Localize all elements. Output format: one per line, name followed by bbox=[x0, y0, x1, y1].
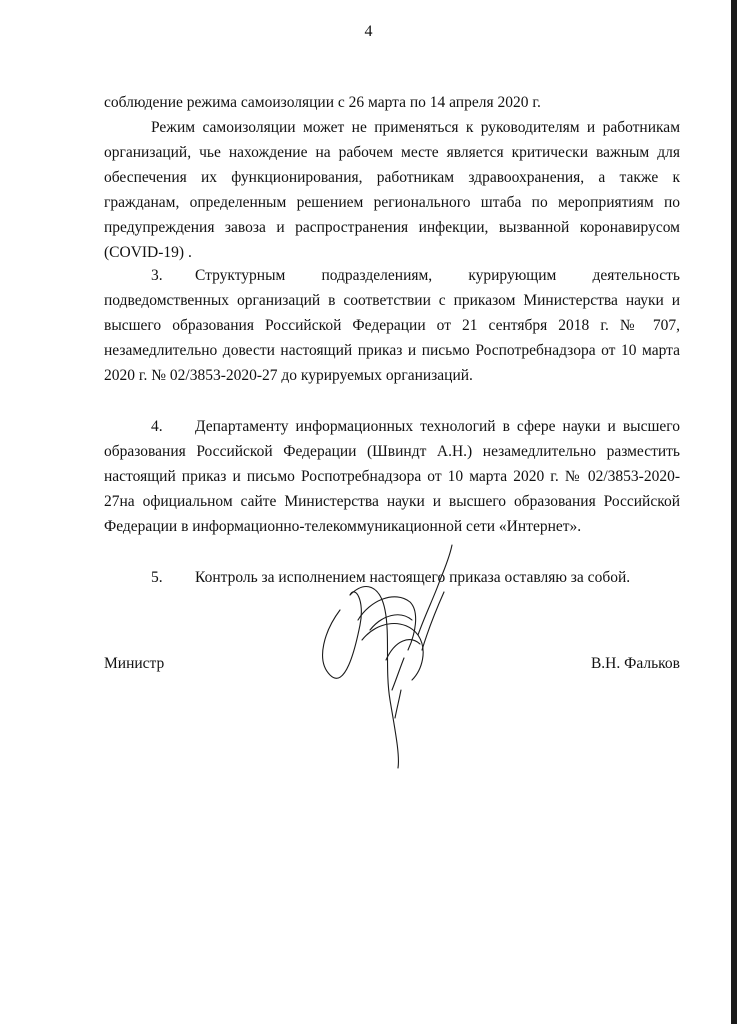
list-item-number: 3. bbox=[151, 267, 163, 284]
scan-border bbox=[731, 0, 737, 1024]
signature-block bbox=[104, 651, 680, 676]
list-item-4 bbox=[104, 414, 680, 539]
list-item-text: Структурным подразделениям, курирующим деятельность подведомственных организаций в соответствии с приказом Министерства науки и высшего образования Российской Федерации от 21 сентября 2018 г. № 707, незамедлительно довести настоящий приказ и письмо Роспотребнадзора от 10 марта 2020 г. № 02/3853-2020-27 до курируемых организаций. bbox=[104, 267, 680, 384]
page-number: 4 bbox=[364, 23, 373, 40]
signer-name: В.Н. Фальков bbox=[590, 655, 680, 672]
paragraph-continuation: соблюдение режима самоизоляции с 26 марта по 14 апреля 2020 г. bbox=[104, 94, 541, 111]
signer-title: Министр bbox=[104, 655, 165, 672]
paragraph-self-isolation: Режим самоизоляции может не применяться к руководителям и работникам организаций, чье нахождение на рабочем месте является критически важным для обеспечения их функционирования, работникам здравоохранения, а также к гражданам, определенным решением регионального штаба по мероприятиям по предупреждения завоза и распространения инфекции, вызванной коронавирусом (COVID-19) . bbox=[104, 119, 680, 261]
list-item-text: Департаменту информационных технологий в сфере науки и высшего образования Российской Федерации (Швиндт А.Н.) незамедлительно разместить настоящий приказ и письмо Роспотребнадзора от 10 марта 2020 г. № 02/3853-2020-27на официальном сайте Министерства науки и высшего образования Российской Федерации в информационно-телекоммуникационной сети «Интернет». bbox=[104, 418, 680, 535]
list-item-number: 5. bbox=[151, 569, 163, 586]
list-item-3 bbox=[104, 263, 680, 388]
list-item-text: Контроль за исполнением настоящего приказа оставляю за собой. bbox=[195, 569, 631, 586]
list-item-number: 4. bbox=[151, 418, 163, 435]
